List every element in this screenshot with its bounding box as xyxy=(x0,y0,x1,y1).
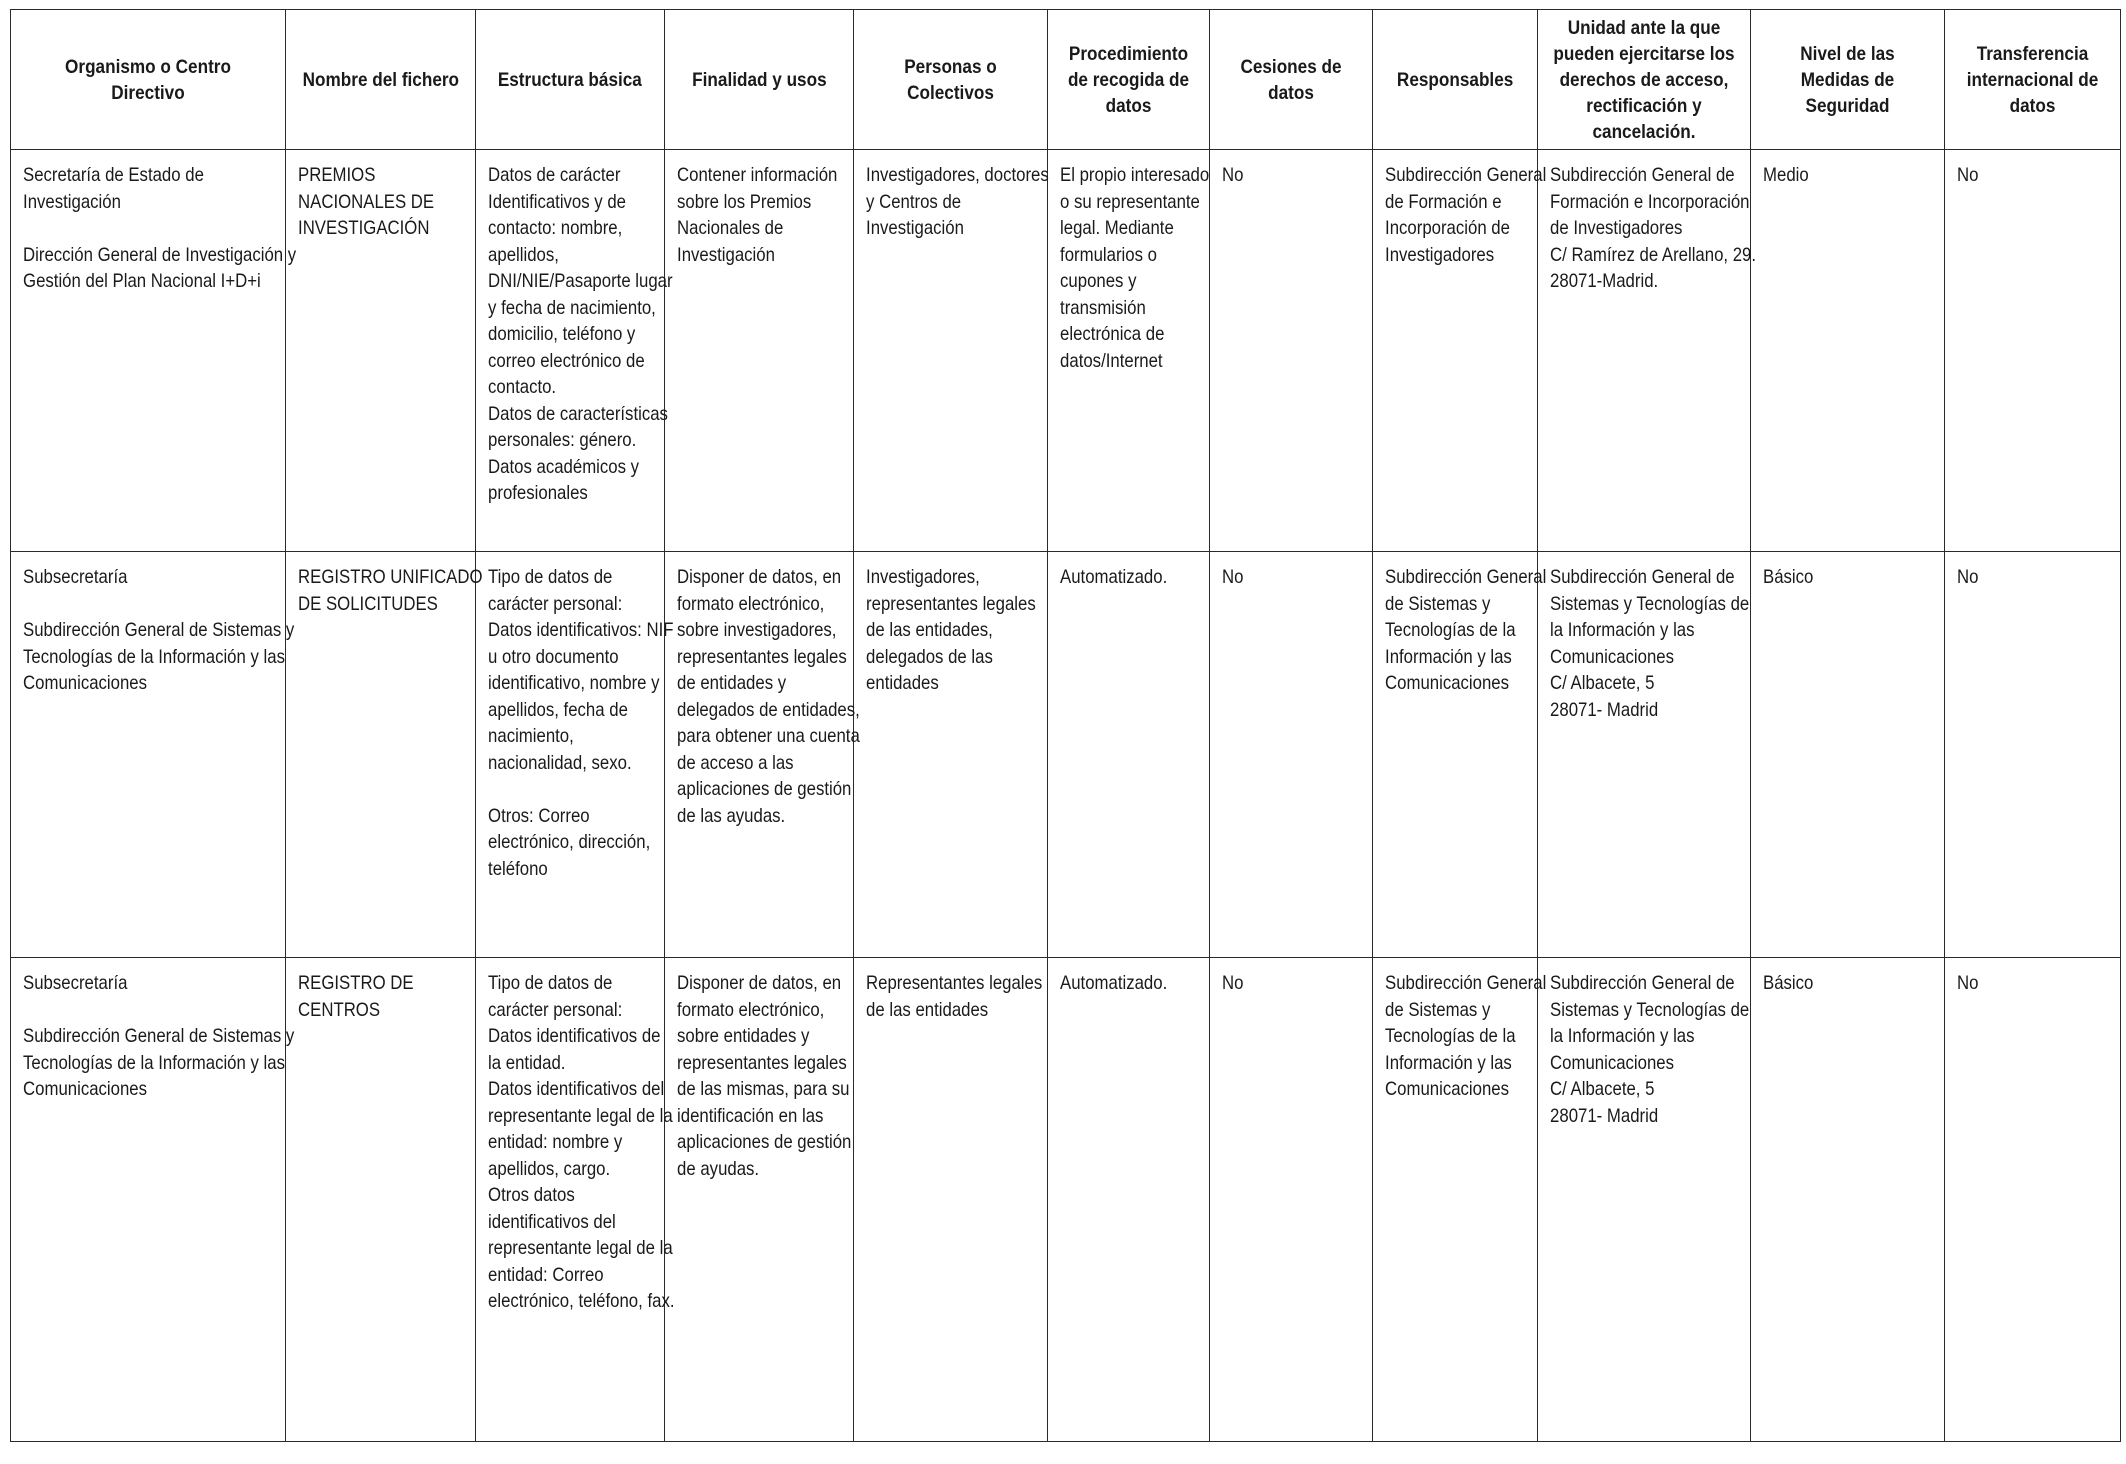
header-personas: Personas o Colectivos xyxy=(854,10,1048,150)
table-row xyxy=(11,150,2121,552)
header-fichero: Nombre del fichero xyxy=(286,10,476,150)
header-estructura: Estructura básica xyxy=(476,10,665,150)
header-unidad: Unidad ante la que pueden ejercitarse los derechos de acceso, rectificación y cancelación. xyxy=(1538,10,1751,150)
cell-finalidad: Disponer de datos, en formato electrónico, sobre investigadores, representantes legales de entidades y delegados de entidades, para obtener una cuenta de acceso a las aplicaciones de gestión de las ayudas. xyxy=(665,552,854,958)
table-row xyxy=(11,958,2121,1442)
cell-fichero: REGISTRO DE CENTROS xyxy=(286,958,476,1442)
cell-procedimiento: El propio interesado o su representante legal. Mediante formularios o cupones y transmisión electrónica de datos/Internet xyxy=(1048,150,1210,552)
data-files-table-container xyxy=(10,9,2120,1442)
cell-responsables: Subdirección General de Sistemas y Tecnologías de la Información y las Comunicaciones xyxy=(1373,958,1538,1442)
cell-estructura: Tipo de datos de carácter personal: Datos identificativos de la entidad. Datos identificativos del representante legal de la entidad: nombre y apellidos, cargo. Otros datos identificativos del representante legal de la entidad: Correo electrónico, teléfono, fax. xyxy=(476,958,665,1442)
cell-nivel: Básico xyxy=(1751,552,1945,958)
cell-cesiones: No xyxy=(1210,150,1373,552)
cell-unidad: Subdirección General de Sistemas y Tecnologías de la Información y las Comunicaciones C/ Albacete, 5 28071- Madrid xyxy=(1538,958,1751,1442)
cell-organismo: Subsecretaría Subdirección General de Sistemas y Tecnologías de la Información y las Comunicaciones xyxy=(11,958,286,1442)
cell-fichero: REGISTRO UNIFICADO DE SOLICITUDES xyxy=(286,552,476,958)
header-transferencia: Transferencia internacional de datos xyxy=(1945,10,2121,150)
cell-cesiones: No xyxy=(1210,958,1373,1442)
cell-responsables: Subdirección General de Sistemas y Tecnologías de la Información y las Comunicaciones xyxy=(1373,552,1538,958)
header-procedimiento: Procedimiento de recogida de datos xyxy=(1048,10,1210,150)
cell-fichero: PREMIOS NACIONALES DE INVESTIGACIÓN xyxy=(286,150,476,552)
cell-nivel: Medio xyxy=(1751,150,1945,552)
cell-unidad: Subdirección General de Sistemas y Tecnologías de la Información y las Comunicaciones C/ Albacete, 5 28071- Madrid xyxy=(1538,552,1751,958)
cell-organismo: Secretaría de Estado de Investigación Dirección General de Investigación y Gestión del Plan Nacional I+D+i xyxy=(11,150,286,552)
header-cesiones: Cesiones de datos xyxy=(1210,10,1373,150)
cell-organismo: Subsecretaría Subdirección General de Sistemas y Tecnologías de la Información y las Comunicaciones xyxy=(11,552,286,958)
table-row xyxy=(11,552,2121,958)
table-header-row xyxy=(11,10,2121,150)
cell-procedimiento: Automatizado. xyxy=(1048,552,1210,958)
cell-estructura: Datos de carácter Identificativos y de contacto: nombre, apellidos, DNI/NIE/Pasaporte lugar y fecha de nacimiento, domicilio, teléfono y correo electrónico de contacto. Datos de características personales: género. Datos académicos y profesionales xyxy=(476,150,665,552)
header-finalidad: Finalidad y usos xyxy=(665,10,854,150)
cell-transferencia: No xyxy=(1945,958,2121,1442)
cell-cesiones: No xyxy=(1210,552,1373,958)
data-files-table xyxy=(10,9,2121,1442)
cell-personas: Representantes legales de las entidades xyxy=(854,958,1048,1442)
cell-transferencia: No xyxy=(1945,150,2121,552)
header-organismo: Organismo o Centro Directivo xyxy=(11,10,286,150)
cell-estructura: Tipo de datos de carácter personal: Datos identificativos: NIF u otro documento identificativo, nombre y apellidos, fecha de nacimiento, nacionalidad, sexo. Otros: Correo electrónico, dirección, teléfono xyxy=(476,552,665,958)
header-nivel: Nivel de las Medidas de Seguridad xyxy=(1751,10,1945,150)
cell-finalidad: Contener información sobre los Premios Nacionales de Investigación xyxy=(665,150,854,552)
cell-transferencia: No xyxy=(1945,552,2121,958)
cell-personas: Investigadores, representantes legales de las entidades, delegados de las entidades xyxy=(854,552,1048,958)
cell-nivel: Básico xyxy=(1751,958,1945,1442)
header-responsables: Responsables xyxy=(1373,10,1538,150)
cell-unidad: Subdirección General de Formación e Incorporación de Investigadores C/ Ramírez de Arellano, 29. 28071-Madrid. xyxy=(1538,150,1751,552)
cell-procedimiento: Automatizado. xyxy=(1048,958,1210,1442)
cell-finalidad: Disponer de datos, en formato electrónico, sobre entidades y representantes legales de las mismas, para su identificación en las aplicaciones de gestión de ayudas. xyxy=(665,958,854,1442)
cell-personas: Investigadores, doctores y Centros de Investigación xyxy=(854,150,1048,552)
cell-responsables: Subdirección General de Formación e Incorporación de Investigadores xyxy=(1373,150,1538,552)
